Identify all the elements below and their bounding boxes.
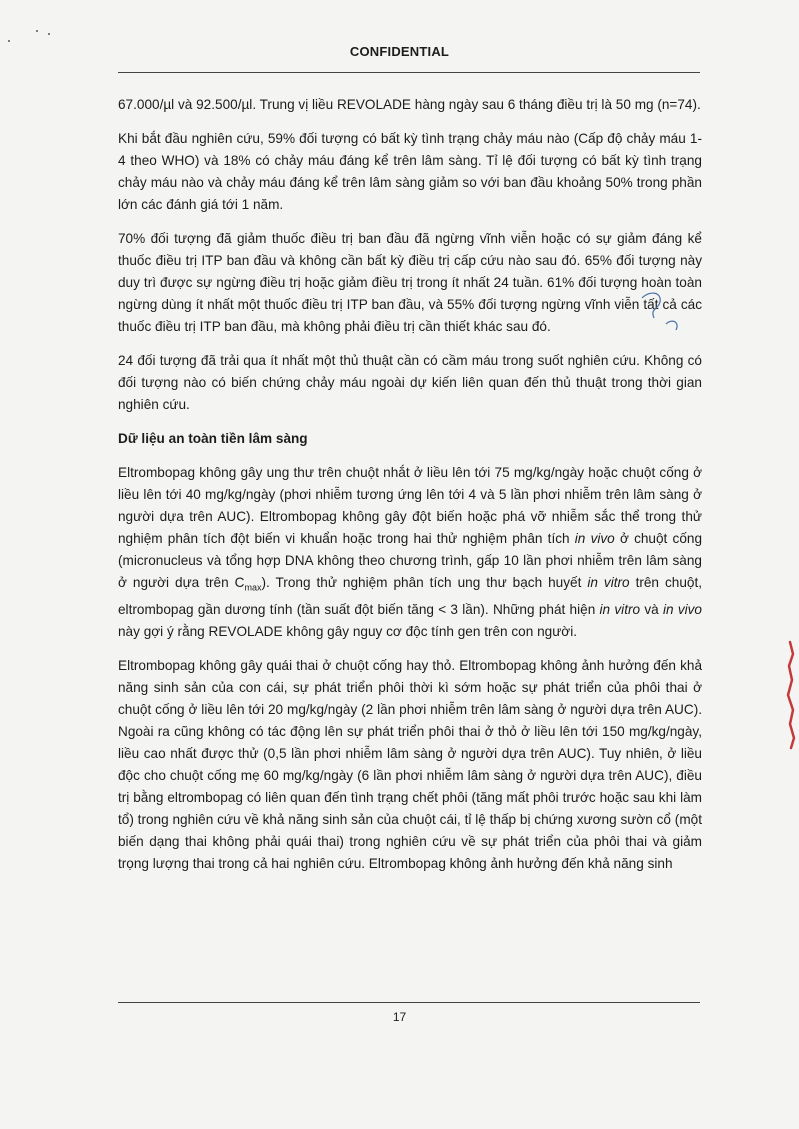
paragraph-platelet-count: 67.000/µl và 92.500/µl. Trung vị liều REVOLADE hàng ngày sau 6 tháng điều trị là 50 mg (n=74). [118, 97, 701, 112]
paragraph-carcinogenicity: Eltrombopag không gây ung thư trên chuột nhắt ở liều lên tới 75 mg/kg/ngày hoặc chuột cống ở liều lên tới 40 mg/kg/ngày (phơi nhiễm tương ứng lên tới 4 và 5 lần phơi nhiễm trên lâm sàng ở người dựa trên AUC). Eltrombopag không gây đột biến hoặc phá vỡ nhiễm sắc thể trong thử nghiệm phân tích đột biến vi khuẩn hoặc trong hai thử nghiệm phân tích in vivo ở chuột cống (micronucleus và tổng hợp DNA không theo chương trình, gấp 10 lần phơi nhiễm trên lâm sàng ở người dựa trên $C_{max}$). Trong thử nghiệm phân tích ung thư bạch huyết in vitro trên chuột, eltrombopag gần dương tính (tần suất đột biến tăng < 3 lần). Những phát hiện in vitro và in vivo này gợi ý rằng REVOLADE không gây nguy cơ độc tính gen trên con người. [118, 465, 703, 639]
scan-speck [36, 30, 38, 32]
paragraph-teratogenicity: Eltrombopag không gây quái thai ở chuột cống hay thỏ. Eltrombopag không ảnh hưởng đến khả năng sinh sản của con cái, sự phát triển phôi thời kì sớm hoặc sự phát triển của phôi thai ở chuột cống ở liều lên tới 20 mg/kg/ngày (2 lần phơi nhiễm trên lâm sàng ở người dựa trên AUC). Ngoài ra cũng không có tác động lên sự phát triển phôi thai ở thỏ ở liều lên tới 150 mg/kg/ngày, liều cao nhất được thử (0,5 lần phơi nhiễm lâm sàng ở người dựa trên AUC). Tuy nhiên, ở liều độc cho chuột cống mẹ 60 mg/kg/ngày (6 lần phơi nhiễm lâm sàng ở người dựa trên AUC), điều trị bằng eltrombopag có liên quan đến tình trạng chết phôi (tăng mất phôi trước hoặc sau khi làm tổ) trong nghiên cứu về khả năng sinh sản của chuột cái, tỉ lệ thấp bị chứng xương sườn cổ (một biến dạng thai không phải quái thai) trong nghiên cứu về sự phát triển của phôi thai và giảm trọng lượng thai trong cả hai nghiên cứu. Eltrombopag không ảnh hưởng đến khả năng sinh [118, 657, 702, 871]
pen-annotation-mark [636, 288, 686, 338]
header-rule [118, 72, 700, 73]
section-heading-preclinical: Dữ liệu an toàn tiền lâm sàng [118, 431, 308, 446]
page-number: 17 [392, 1010, 407, 1024]
document-body [118, 94, 702, 887]
scan-speck [8, 40, 10, 42]
confidential-header: CONFIDENTIAL [349, 44, 450, 59]
paragraph-itp-treatment: 70% đối tượng đã giảm thuốc điều trị ban đầu đã ngừng vĩnh viễn hoặc có sự giảm đáng kể thuốc điều trị ITP ban đầu và không cần bất kỳ điều trị cấp cứu nào sau đó. 65% đối tượng này duy trì được sự ngừng điều trị hoặc giảm điều trị trong ít nhất 24 tuần. 61% đối tượng hoàn toàn ngừng dùng ít nhất một thuốc điều trị ITP ban đầu, và 55% đối tượng ngừng vĩnh viễn tất cả các thuốc điều trị ITP ban đầu, mà không phải điều trị cần thiết khác sau đó. [118, 231, 702, 334]
footer-rule [118, 1002, 700, 1003]
scan-speck [48, 33, 50, 35]
paragraph-procedures: 24 đối tượng đã trải qua ít nhất một thủ thuật cần có cầm máu trong suốt nghiên cứu. Không có đối tượng nào có biến chứng chảy máu ngoài dự kiến liên quan đến thủ thuật trong thời gian nghiên cứu. [118, 353, 702, 412]
red-margin-mark [784, 640, 798, 750]
paragraph-bleeding: Khi bắt đầu nghiên cứu, 59% đối tượng có bất kỳ tình trạng chảy máu nào (Cấp độ chảy máu 1-4 theo WHO) và 18% có chảy máu đáng kể trên lâm sàng. Tỉ lệ đối tượng có bất kỳ tình trạng chảy máu nào và chảy máu đáng kể trên lâm sàng giảm so với ban đầu khoảng 50% trong phần lớn các đánh giá tới 1 năm. [118, 131, 702, 212]
